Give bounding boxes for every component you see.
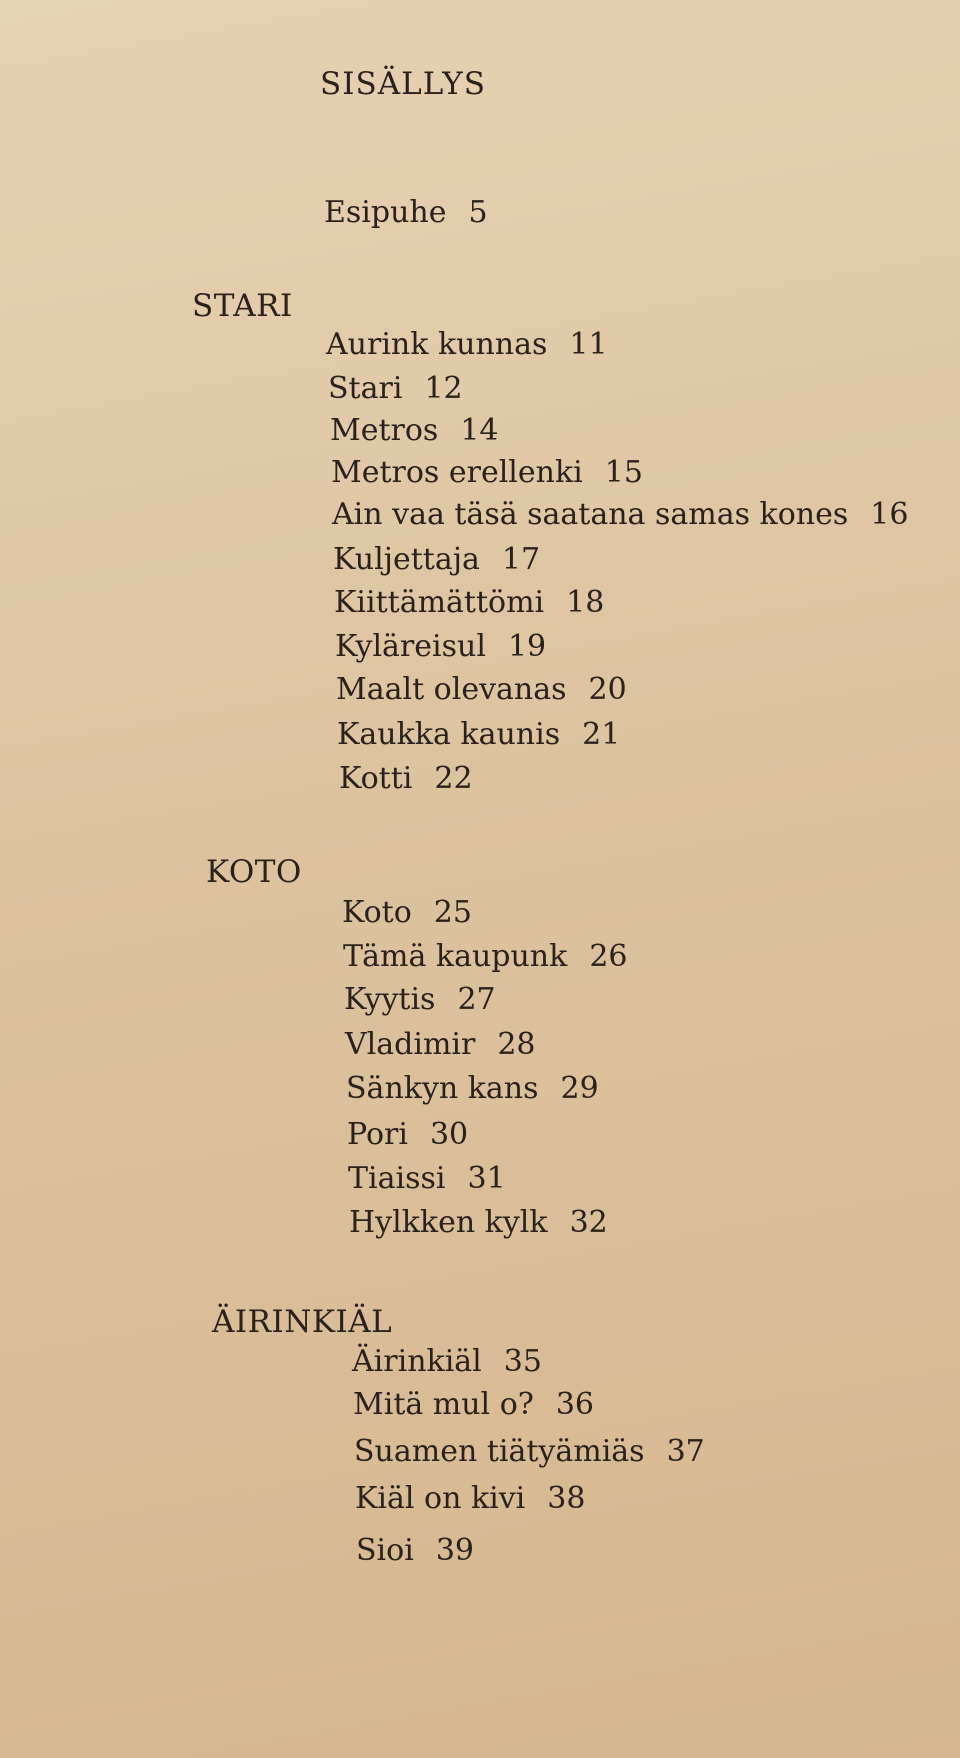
entry-page-number: 18: [566, 585, 605, 620]
entry-title: Metros: [330, 413, 439, 448]
toc-entry: [345, 1027, 536, 1062]
toc-entry: [339, 761, 473, 796]
toc-entry: [337, 717, 621, 752]
section-heading: ÄIRINKIÄL: [212, 1304, 393, 1340]
entry-page-number: 31: [467, 1161, 506, 1196]
entry-title: Aurink kunnas: [326, 327, 548, 362]
entry-title: Pori: [347, 1117, 408, 1152]
entry-title: Kotti: [339, 761, 413, 796]
toc-entry: [342, 895, 472, 930]
toc-entry: [344, 982, 496, 1017]
toc-entry: [330, 413, 499, 448]
entry-page-number: 25: [433, 895, 472, 930]
entry-title: Mitä mul o?: [353, 1387, 534, 1422]
entry-title: Kuljettaja: [333, 542, 480, 577]
toc-entry: [343, 939, 628, 974]
toc-entry: [354, 1434, 705, 1469]
toc-entry: [328, 371, 463, 406]
entry-title: Metros erellenki: [331, 455, 583, 490]
entry-title: Tiaissi: [348, 1161, 446, 1196]
entry-page-number: 35: [503, 1344, 542, 1379]
toc-entry: [356, 1533, 474, 1568]
toc-entry: [346, 1071, 599, 1106]
toc-entry: [348, 1161, 506, 1196]
entry-page-number: 20: [588, 672, 627, 707]
entry-title: Ain vaa täsä saatana samas kones: [332, 497, 849, 532]
entry-page-number: 32: [569, 1205, 608, 1240]
entry-page-number: 27: [457, 982, 496, 1017]
entry-page-number: 11: [569, 327, 608, 362]
toc-entry: [349, 1205, 608, 1240]
entry-title: Kyläreisul: [335, 629, 486, 664]
toc-entry: [326, 327, 608, 362]
section-heading: KOTO: [206, 854, 302, 890]
toc-title: SISÄLLYS: [320, 66, 486, 102]
entry-title: Sänkyn kans: [346, 1071, 539, 1106]
toc-entry: [347, 1117, 469, 1152]
entry-title: Kiittämättömi: [334, 585, 545, 620]
entry-page-number: 22: [434, 761, 473, 796]
entry-page-number: 19: [507, 629, 547, 664]
entry-page-number: 30: [429, 1117, 469, 1152]
entry-title: Kaukka kaunis: [337, 717, 561, 752]
entry-title: Tämä kaupunk: [343, 939, 568, 974]
entry-page-number: 16: [870, 497, 909, 532]
entry-title: Suamen tiätyämiäs: [354, 1434, 645, 1469]
toc-entry: [353, 1387, 595, 1422]
toc-entry: [331, 455, 643, 490]
entry-title: Maalt olevanas: [336, 672, 567, 707]
entry-title: Kiäl on kivi: [355, 1481, 526, 1516]
entry-page-number: 5: [468, 195, 488, 230]
toc-entry: [334, 585, 605, 620]
toc-entry: [332, 497, 909, 532]
entry-page-number: 26: [589, 939, 628, 974]
toc-entry-preface: [324, 195, 488, 230]
entry-title: Koto: [342, 895, 412, 930]
entry-title: Hylkken kylk: [349, 1205, 548, 1240]
entry-page-number: 15: [604, 455, 643, 490]
entry-title: Esipuhe: [324, 195, 447, 230]
entry-page-number: 17: [501, 542, 541, 577]
toc-entry: [355, 1481, 586, 1516]
entry-title: Kyytis: [344, 982, 436, 1017]
toc-entry: [335, 629, 547, 664]
entry-page-number: 14: [460, 413, 499, 448]
entry-title: Sioi: [356, 1533, 414, 1568]
entry-title: Vladimir: [345, 1027, 476, 1062]
entry-page-number: 29: [560, 1071, 599, 1106]
toc-entry: [333, 542, 541, 577]
entry-page-number: 37: [666, 1434, 705, 1469]
entry-page-number: 28: [497, 1027, 536, 1062]
entry-title: Stari: [328, 371, 403, 406]
toc-entry: [352, 1344, 542, 1379]
entry-title: Äirinkiäl: [352, 1344, 482, 1379]
entry-page-number: 36: [555, 1387, 595, 1422]
section-heading: STARI: [192, 288, 293, 324]
entry-page-number: 38: [547, 1481, 586, 1516]
toc-entry: [336, 672, 627, 707]
entry-page-number: 21: [582, 717, 621, 752]
entry-page-number: 39: [435, 1533, 474, 1568]
entry-page-number: 12: [424, 371, 463, 406]
